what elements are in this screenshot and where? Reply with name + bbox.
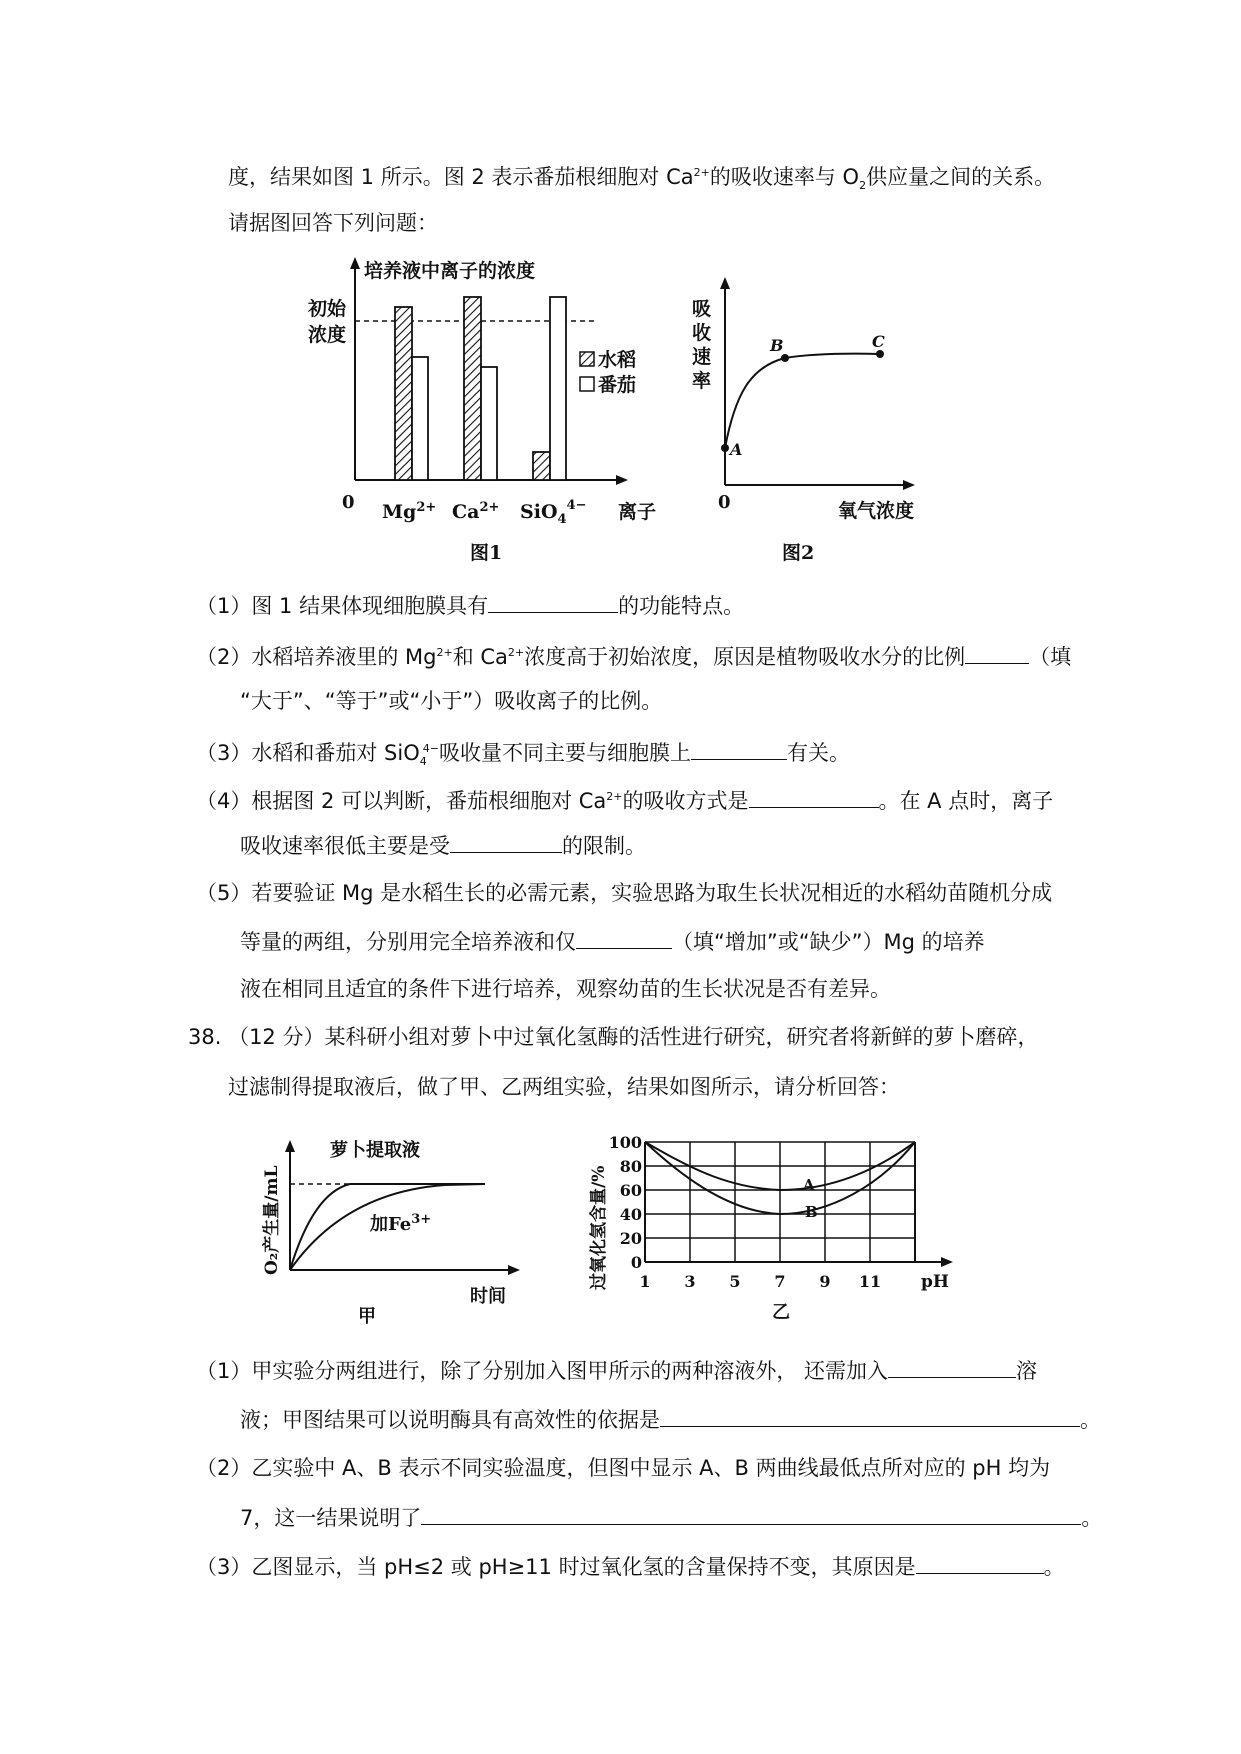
- fig1-cat-si: [520, 498, 587, 527]
- point-c: [876, 350, 884, 358]
- fig2-caption: 图2: [782, 542, 815, 564]
- intro-line-2: 请据图回答下列问题：: [228, 211, 438, 235]
- question-text: 和 Ca: [452, 645, 508, 669]
- y-axis-arrow: [720, 277, 730, 289]
- x-axis-arrow: [903, 480, 915, 490]
- point-c-label: C: [872, 332, 885, 351]
- jia-xlabel: 时间: [470, 1286, 506, 1307]
- question-text: （填“增加”或“缺少”）Mg 的培养: [672, 930, 985, 954]
- figure-1-bar-chart: [300, 255, 680, 575]
- figure-yi-chart: [589, 1130, 975, 1330]
- q37-2-line2: “大于”、“等于”或“小于”）吸收离子的比例。: [240, 689, 663, 713]
- bar-rice-si: [533, 452, 550, 480]
- question-text: （4）根据图 2 可以判断，番茄根细胞对 Ca: [196, 789, 607, 813]
- q38-2: （2）乙实验中 A、B 表示不同实验温度，但图中显示 A、B 两曲线最低点所对应的 pH 均为: [196, 1456, 1051, 1480]
- fig1-initial-label-2: 浓度: [308, 324, 347, 346]
- answer-blank[interactable]: [421, 1502, 1081, 1525]
- ytick-0: 0: [630, 1253, 642, 1272]
- xtick-9: 9: [819, 1272, 831, 1291]
- question-text: 浓度高于初始浓度，原因是植物吸收水分的比例: [524, 645, 966, 669]
- q38-head-2: 过滤制得提取液后，做了甲、乙两组实验，结果如图所示，请分析回答：: [228, 1075, 900, 1099]
- q37-5: （5）若要验证 Mg 是水稻生长的必需元素，实验思路为取生长状况相近的水稻幼苗随机分成: [196, 881, 1053, 905]
- question-text: 溶: [1016, 1359, 1038, 1383]
- ytick-100: 100: [608, 1133, 642, 1152]
- y-axis-arrow: [350, 257, 360, 269]
- curve-b-label: B: [805, 1203, 818, 1221]
- question-text: 液；甲图结果可以说明酶具有高效性的依据是: [240, 1408, 660, 1432]
- point-b-label: B: [770, 336, 784, 355]
- subscript: 4: [419, 755, 427, 769]
- answer-blank[interactable]: [450, 830, 562, 853]
- jia-caption: 甲: [358, 1306, 376, 1327]
- answer-blank[interactable]: [660, 1404, 1080, 1427]
- cat-sup: 2+: [416, 500, 437, 515]
- jia-ylabel: O₂产生量/mL: [262, 1165, 282, 1275]
- answer-blank[interactable]: [888, 1355, 1016, 1378]
- cat-text: SiO: [520, 501, 558, 523]
- intro-text: 度，结果如图 1 所示。图 2 表示番茄根细胞对 Ca: [228, 165, 694, 189]
- q37-1: [196, 590, 744, 621]
- xtick-11: 11: [858, 1272, 882, 1291]
- q38-2-line2: [240, 1502, 1102, 1533]
- superscript: 2+: [606, 790, 623, 803]
- answer-blank[interactable]: [691, 737, 787, 760]
- fig1-xlabel: 离子: [618, 501, 657, 523]
- fe-sup: 3+: [411, 1212, 432, 1227]
- question-text: 。: [1043, 1555, 1065, 1579]
- question-text: （1）图 1 结果体现细胞膜具有: [196, 594, 489, 618]
- xtick-1: 1: [639, 1272, 651, 1291]
- question-text: 等量的两组，分别用完全培养液和仅: [240, 930, 576, 954]
- question-text: 有关。: [786, 741, 850, 765]
- superscript: 4−: [422, 742, 439, 755]
- question-text: 的限制。: [562, 834, 646, 858]
- jia-label-fe: [370, 1212, 431, 1235]
- subscript: 2: [859, 179, 867, 193]
- answer-blank[interactable]: [916, 1551, 1044, 1574]
- fig2-xlabel: 氧气浓度: [838, 500, 915, 522]
- xtick-7: 7: [774, 1272, 786, 1291]
- yi-ylabel: 过氧化氢含量/%: [589, 1165, 609, 1290]
- q37-2: [196, 638, 1071, 672]
- legend-tomato-label: 番茄: [598, 374, 637, 396]
- question-text: （填: [1029, 645, 1072, 669]
- ytick-80: 80: [619, 1157, 642, 1176]
- q37-4-line2: [240, 830, 646, 861]
- fig1-caption: 图1: [470, 542, 503, 564]
- figure-jia-chart: [255, 1130, 535, 1330]
- q38-1: [196, 1355, 1037, 1386]
- legend-rice-label: 水稻: [598, 349, 637, 371]
- bar-rice-mg: [395, 307, 412, 480]
- fig1-initial-label-1: 初始: [308, 298, 347, 320]
- fig2-origin: 0: [718, 492, 731, 513]
- grid: [645, 1142, 915, 1262]
- question-text: （1）甲实验分两组进行，除了分别加入图甲所示的两种溶液外， 还需加入: [196, 1359, 889, 1383]
- q38-3: [196, 1551, 1065, 1582]
- yi-xlabel: pH: [921, 1272, 949, 1292]
- figure-2-line-chart: [690, 255, 950, 575]
- cat-text: Mg: [382, 501, 417, 523]
- question-text: 7，这一结果说明了: [240, 1506, 422, 1530]
- answer-blank[interactable]: [576, 926, 672, 949]
- jia-label-radish: 萝卜提取液: [330, 1140, 420, 1161]
- absorption-curve: [725, 354, 880, 448]
- fig2-ylabel-1: 吸: [692, 298, 712, 320]
- question-text: （2）水稻培养液里的 Mg: [196, 645, 437, 669]
- answer-blank[interactable]: [488, 590, 618, 613]
- question-text: （3）水稻和番茄对 SiO: [196, 741, 420, 765]
- cat-text: Ca: [452, 501, 480, 523]
- bar-tomato-ca: [481, 367, 497, 480]
- question-text: 。: [1081, 1506, 1103, 1530]
- fig1-cat-mg: [382, 500, 436, 523]
- superscript: 2+: [693, 166, 710, 179]
- intro-line-1: [228, 158, 1055, 201]
- cat-sup: 2+: [479, 500, 500, 515]
- x-axis-arrow: [941, 1257, 953, 1267]
- answer-blank[interactable]: [965, 641, 1029, 664]
- question-text: 的功能特点。: [618, 594, 745, 618]
- intro-text: 的吸收速率与 O: [709, 165, 860, 189]
- point-a: [721, 444, 729, 452]
- q38-1-line2: [240, 1404, 1101, 1435]
- answer-blank[interactable]: [749, 785, 879, 808]
- q37-5-line2: [240, 926, 985, 957]
- xtick-3: 3: [684, 1272, 696, 1291]
- fig1-cat-ca: [452, 500, 499, 523]
- question-text: （3）乙图显示，当 pH≤2 或 pH≥11 时过氧化氢的含量保持不变，其原因是: [196, 1555, 916, 1579]
- legend-tomato-swatch: [580, 377, 594, 391]
- question-text: 吸收量不同主要与细胞膜上: [438, 741, 691, 765]
- q37-4: [196, 782, 1053, 816]
- cat-sub: 4: [557, 512, 567, 527]
- yi-caption: 乙: [772, 1302, 790, 1323]
- superscript: 2+: [436, 646, 453, 659]
- fig2-ylabel-4: 率: [692, 370, 712, 392]
- bar-tomato-si: [550, 297, 566, 480]
- fig2-ylabel-3: 速: [692, 346, 712, 368]
- question-text: 的吸收方式是: [622, 789, 749, 813]
- bar-tomato-mg: [412, 357, 428, 480]
- bar-rice-ca: [464, 297, 481, 480]
- cat-sup: 4−: [566, 498, 587, 513]
- question-text: 吸收速率很低主要是受: [240, 834, 450, 858]
- curve-a-label: A: [803, 1176, 815, 1194]
- xtick-5: 5: [729, 1272, 741, 1291]
- x-axis-arrow: [616, 475, 628, 485]
- ytick-60: 60: [619, 1181, 642, 1200]
- question-text: 。: [1080, 1408, 1101, 1432]
- fig1-ylabel: 培养液中离子的浓度: [364, 260, 536, 282]
- intro-text: 供应量之间的关系。: [866, 165, 1056, 189]
- y-axis-arrow: [285, 1140, 295, 1152]
- point-a-label: A: [730, 440, 743, 459]
- fig2-ylabel-2: 收: [692, 322, 712, 344]
- q37-3: [196, 734, 850, 777]
- x-axis-arrow: [508, 1265, 520, 1275]
- legend-rice-swatch: [580, 352, 594, 366]
- ytick-20: 20: [619, 1229, 642, 1248]
- fe-text: 加Fe: [370, 1214, 412, 1235]
- superscript: 2+: [507, 646, 525, 659]
- fig1-origin: 0: [342, 492, 355, 513]
- q37-5-line3: 液在相同且适宜的条件下进行培养，观察幼苗的生长状况是否有差异。: [240, 977, 891, 1001]
- q38-head-1: 38. （12 分）某科研小组对萝卜中过氧化氢酶的活性进行研究，研究者将新鲜的萝卜磨碎，: [188, 1025, 1039, 1049]
- ytick-40: 40: [619, 1205, 642, 1224]
- question-text: 。在 A 点时，离子: [878, 789, 1054, 813]
- point-b: [781, 354, 789, 362]
